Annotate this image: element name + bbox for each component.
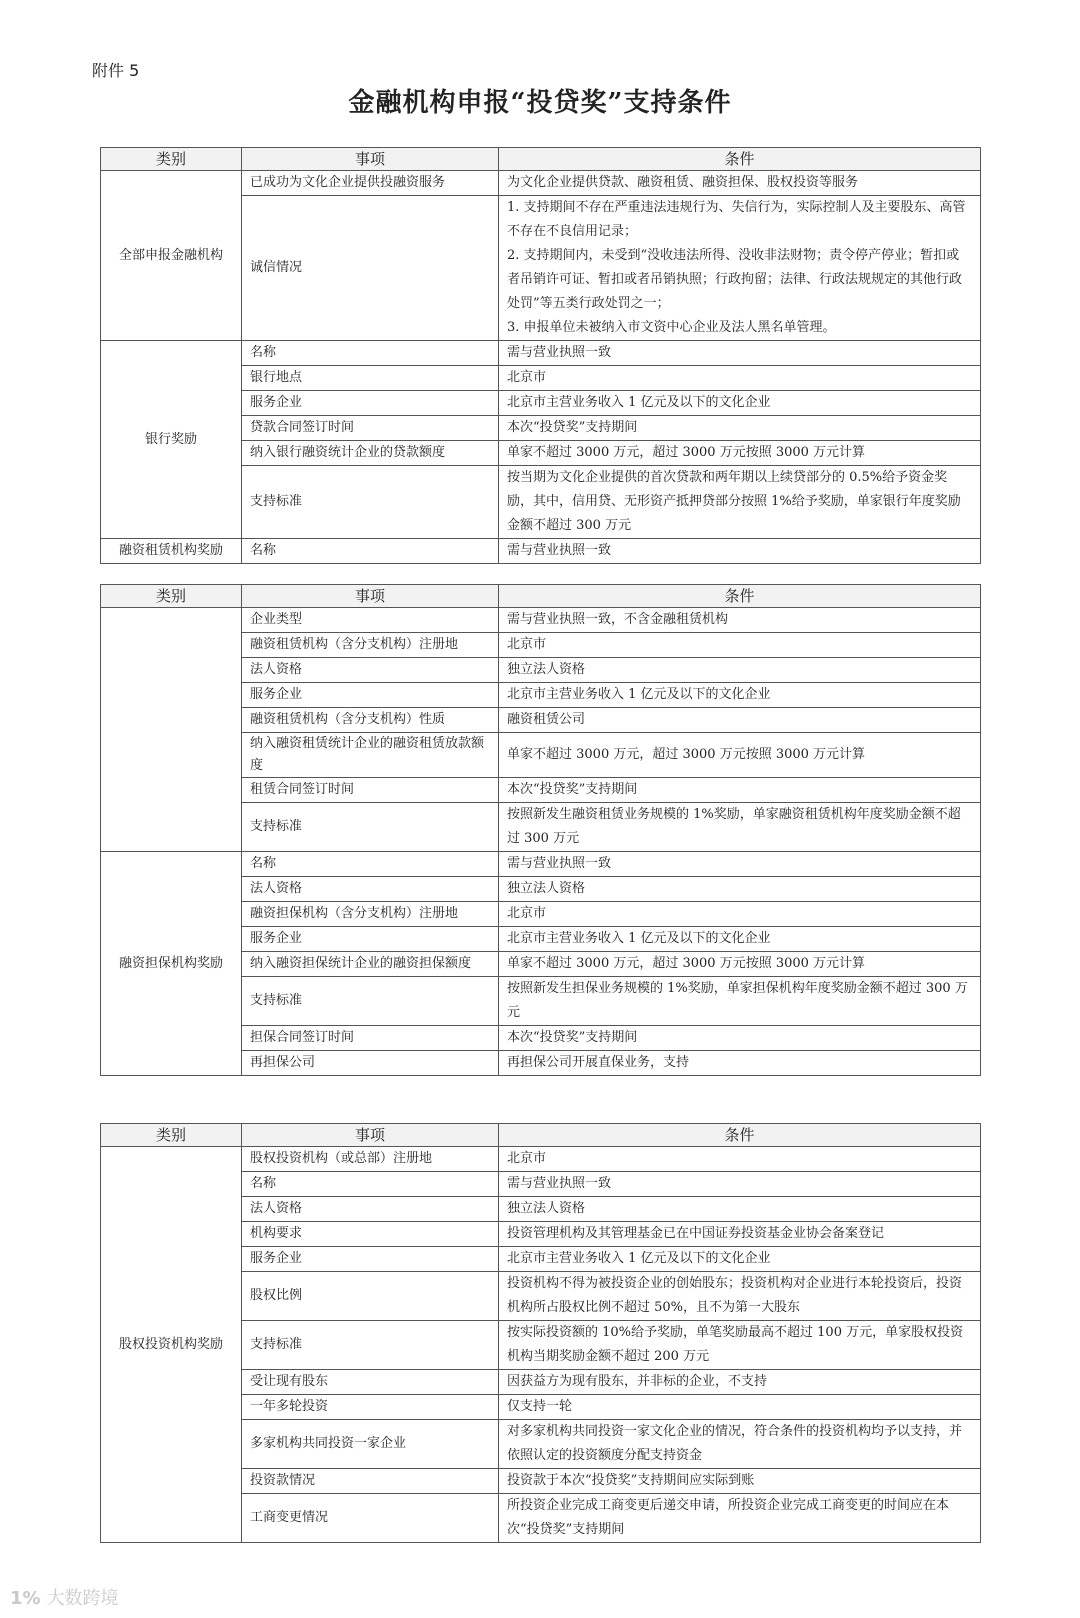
item-cell: 担保合同签订时间 <box>242 1026 499 1051</box>
condition-cell <box>499 1247 981 1272</box>
header-condition: 条件 <box>499 148 981 171</box>
item-cell: 股权投资机构（或总部）注册地 <box>242 1147 499 1172</box>
condition-line: 3. 申报单位未被纳入市文资中心企业及法人黑名单管理。 <box>507 320 836 335</box>
item-cell: 名称 <box>242 1172 499 1197</box>
condition-line: 独立法人资格 <box>507 881 586 896</box>
condition-cell <box>499 466 981 539</box>
condition-line: 再担保公司开展直保业务，支持 <box>507 1055 690 1070</box>
header-item: 事项 <box>242 1124 499 1147</box>
condition-line: 单家不超过 3000 万元，超过 3000 万元按照 3000 万元计算 <box>507 956 866 971</box>
item-cell: 融资担保机构（含分支机构）注册地 <box>242 902 499 927</box>
condition-line: 投资管理机构及其管理基金已在中国证券投资基金业协会备案登记 <box>507 1226 885 1241</box>
conditions-table-2 <box>100 584 981 1076</box>
item-cell: 服务企业 <box>242 391 499 416</box>
condition-cell <box>499 852 981 877</box>
condition-cell <box>499 733 981 778</box>
condition-cell <box>499 1222 981 1247</box>
condition-line: 因获益方为现有股东，并非标的企业，不支持 <box>507 1374 768 1389</box>
condition-line: 投资款于本次“投贷奖”支持期间应实际到账 <box>507 1473 755 1488</box>
item-cell: 投资款情况 <box>242 1469 499 1494</box>
condition-cell <box>499 877 981 902</box>
item-cell: 法人资格 <box>242 877 499 902</box>
category-cell <box>101 608 242 852</box>
condition-cell <box>499 633 981 658</box>
condition-cell <box>499 1026 981 1051</box>
condition-cell <box>499 927 981 952</box>
condition-line: 需与营业执照一致 <box>507 1176 612 1191</box>
table-header-row <box>101 585 981 608</box>
condition-cell <box>499 171 981 196</box>
item-cell: 已成功为文化企业提供投融资服务 <box>242 171 499 196</box>
table-row <box>101 1147 981 1172</box>
condition-line: 2. 支持期间内，未受到“没收违法所得、没收非法财物；责令停产停业；暂扣或者吊销许可证、暂扣或者吊销执照；行政拘留；法律、行政法规规定的其他行政处罚”等五类行政处罚之一； <box>507 248 963 311</box>
condition-cell <box>499 977 981 1026</box>
condition-cell <box>499 539 981 564</box>
item-cell: 银行地点 <box>242 366 499 391</box>
condition-line: 本次“投贷奖”支持期间 <box>507 1030 638 1045</box>
header-condition: 条件 <box>499 1124 981 1147</box>
item-cell: 一年多轮投资 <box>242 1395 499 1420</box>
condition-cell <box>499 1370 981 1395</box>
header-condition: 条件 <box>499 585 981 608</box>
category-cell: 融资担保机构奖励 <box>101 852 242 1076</box>
condition-line: 北京市 <box>507 1151 547 1166</box>
condition-line: 北京市主营业务收入 1 亿元及以下的文化企业 <box>507 687 771 702</box>
condition-line: 需与营业执照一致 <box>507 543 612 558</box>
item-cell: 纳入融资担保统计企业的融资担保额度 <box>242 952 499 977</box>
item-cell: 多家机构共同投资一家企业 <box>242 1420 499 1469</box>
condition-line: 需与营业执照一致 <box>507 345 612 360</box>
table-row <box>101 539 981 564</box>
watermark <box>10 1584 119 1610</box>
item-cell: 名称 <box>242 341 499 366</box>
condition-line: 按照新发生担保业务规模的 1%奖励，单家担保机构年度奖励金额不超过 300 万元 <box>507 981 968 1020</box>
condition-cell <box>499 341 981 366</box>
condition-line: 融资租赁公司 <box>507 712 586 727</box>
item-cell: 受让现有股东 <box>242 1370 499 1395</box>
item-cell: 工商变更情况 <box>242 1494 499 1543</box>
item-cell: 名称 <box>242 539 499 564</box>
condition-cell <box>499 1051 981 1076</box>
attachment-label: 附件 5 <box>92 61 140 80</box>
watermark-logo: 1% <box>10 1588 41 1609</box>
condition-line: 需与营业执照一致 <box>507 856 612 871</box>
condition-cell <box>499 803 981 852</box>
item-cell: 再担保公司 <box>242 1051 499 1076</box>
condition-cell <box>499 196 981 341</box>
condition-line: 1. 支持期间不存在严重违法违规行为、失信行为，实际控制人及主要股东、高管不存在不良信用记录； <box>507 200 966 239</box>
item-cell: 融资租赁机构（含分支机构）注册地 <box>242 633 499 658</box>
condition-cell <box>499 902 981 927</box>
header-category: 类别 <box>101 1124 242 1147</box>
category-cell: 融资租赁机构奖励 <box>101 539 242 564</box>
condition-cell <box>499 708 981 733</box>
conditions-table-3 <box>100 1123 981 1543</box>
table-row <box>101 852 981 877</box>
condition-cell <box>499 1272 981 1321</box>
item-cell: 股权比例 <box>242 1272 499 1321</box>
condition-cell <box>499 416 981 441</box>
conditions-table-1 <box>100 147 981 564</box>
condition-line: 对多家机构共同投资一家文化企业的情况，符合条件的投资机构均予以支持，并依照认定的投资额度分配支持资金 <box>507 1424 963 1463</box>
condition-cell <box>499 1494 981 1543</box>
item-cell: 支持标准 <box>242 1321 499 1370</box>
condition-line: 北京市主营业务收入 1 亿元及以下的文化企业 <box>507 1251 771 1266</box>
condition-line: 单家不超过 3000 万元，超过 3000 万元按照 3000 万元计算 <box>507 445 866 460</box>
condition-line: 北京市 <box>507 906 547 921</box>
table-header-row <box>101 148 981 171</box>
item-cell: 支持标准 <box>242 803 499 852</box>
item-cell: 贷款合同签订时间 <box>242 416 499 441</box>
condition-cell <box>499 1420 981 1469</box>
condition-cell <box>499 366 981 391</box>
condition-line: 所投资企业完成工商变更后递交申请，所投资企业完成工商变更的时间应在本次“投贷奖”支持期间 <box>507 1498 950 1537</box>
condition-line: 北京市 <box>507 637 547 652</box>
condition-cell <box>499 1321 981 1370</box>
condition-line: 投资机构不得为被投资企业的创始股东；投资机构对企业进行本轮投资后，投资机构所占股权比例不超过 50%，且不为第一大股东 <box>507 1276 963 1315</box>
item-cell: 租赁合同签订时间 <box>242 778 499 803</box>
table-header-row <box>101 1124 981 1147</box>
condition-line: 独立法人资格 <box>507 662 586 677</box>
item-cell: 机构要求 <box>242 1222 499 1247</box>
condition-cell <box>499 1147 981 1172</box>
item-cell: 名称 <box>242 852 499 877</box>
condition-line: 按照新发生融资租赁业务规模的 1%奖励，单家融资租赁机构年度奖励金额不超过 300 万元 <box>507 807 961 846</box>
condition-line: 本次“投贷奖”支持期间 <box>507 782 638 797</box>
condition-line: 北京市主营业务收入 1 亿元及以下的文化企业 <box>507 395 771 410</box>
condition-cell <box>499 1469 981 1494</box>
category-cell: 全部申报金融机构 <box>101 171 242 341</box>
header-category: 类别 <box>101 585 242 608</box>
condition-line: 北京市 <box>507 370 547 385</box>
page-title: 金融机构申报“投贷奖”支持条件 <box>348 88 732 118</box>
watermark-text: 大数跨境 <box>46 1588 119 1609</box>
item-cell: 企业类型 <box>242 608 499 633</box>
header-item: 事项 <box>242 148 499 171</box>
condition-cell <box>499 1197 981 1222</box>
item-cell: 法人资格 <box>242 1197 499 1222</box>
item-cell: 法人资格 <box>242 658 499 683</box>
item-cell: 支持标准 <box>242 977 499 1026</box>
item-cell: 诚信情况 <box>242 196 499 341</box>
condition-cell <box>499 608 981 633</box>
condition-cell <box>499 1172 981 1197</box>
condition-line: 独立法人资格 <box>507 1201 586 1216</box>
condition-line: 按当期为文化企业提供的首次贷款和两年期以上续贷部分的 0.5%给予资金奖励，其中，信用贷、无形资产抵押贷部分按照 1%给予奖励，单家银行年度奖励金额不超过 300 万元 <box>507 470 961 533</box>
condition-cell <box>499 1395 981 1420</box>
condition-cell <box>499 952 981 977</box>
item-cell: 服务企业 <box>242 1247 499 1272</box>
category-cell: 股权投资机构奖励 <box>101 1147 242 1543</box>
category-cell: 银行奖励 <box>101 341 242 539</box>
condition-cell <box>499 441 981 466</box>
item-cell: 纳入银行融资统计企业的贷款额度 <box>242 441 499 466</box>
table-row <box>101 171 981 196</box>
condition-cell <box>499 683 981 708</box>
condition-line: 单家不超过 3000 万元，超过 3000 万元按照 3000 万元计算 <box>507 747 866 762</box>
table-row <box>101 608 981 633</box>
header-item: 事项 <box>242 585 499 608</box>
item-cell: 纳入融资租赁统计企业的融资租赁放款额度 <box>242 733 499 778</box>
condition-cell <box>499 778 981 803</box>
item-cell: 服务企业 <box>242 683 499 708</box>
condition-cell <box>499 658 981 683</box>
condition-line: 需与营业执照一致，不含金融租赁机构 <box>507 612 729 627</box>
condition-cell <box>499 391 981 416</box>
item-cell: 融资租赁机构（含分支机构）性质 <box>242 708 499 733</box>
condition-line: 北京市主营业务收入 1 亿元及以下的文化企业 <box>507 931 771 946</box>
item-cell: 服务企业 <box>242 927 499 952</box>
condition-line: 为文化企业提供贷款、融资租赁、融资担保、股权投资等服务 <box>507 175 859 190</box>
header-category: 类别 <box>101 148 242 171</box>
item-cell: 支持标准 <box>242 466 499 539</box>
condition-line: 本次“投贷奖”支持期间 <box>507 420 638 435</box>
table-row <box>101 341 981 366</box>
condition-line: 按实际投资额的 10%给予奖励，单笔奖励最高不超过 100 万元，单家股权投资机构当期奖励金额不超过 200 万元 <box>507 1325 964 1364</box>
condition-line: 仅支持一轮 <box>507 1399 573 1414</box>
